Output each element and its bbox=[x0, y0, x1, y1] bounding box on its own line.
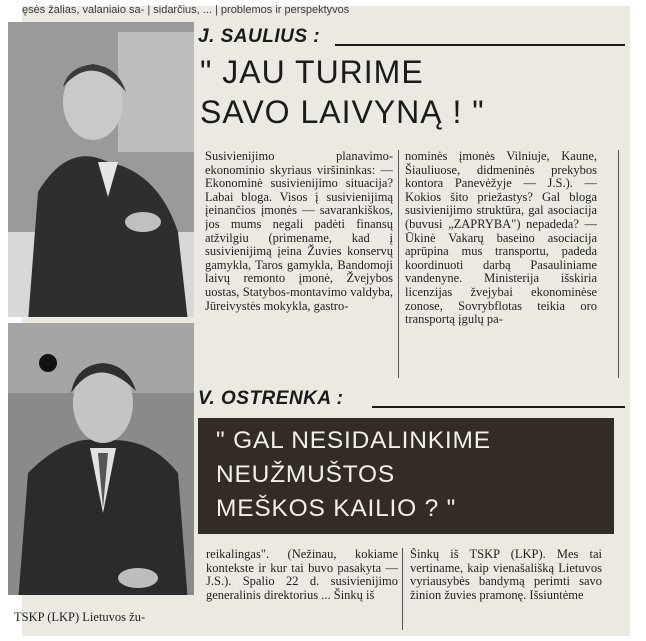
banner-line-3: MEŠKOS KAILIO ? " bbox=[216, 495, 457, 522]
byline-j-saulius: J. SAULIUS : bbox=[198, 26, 321, 47]
article-1-column-1: Susivienijimo planavimo-ekonominio skyriaus viršininkas: — Ekonominė susivienijimo situacija? Labai bloga. Visos į susivienijimą įeinančios įmonės — savarankiškos, jos mums negali padėti finansų atžvilgiu (primename, kad į susivienijimą įeina Žuvies konservų gamykla, Taros gamykla, Bandomoji laivų remonto įmonė, Žvejybos uostas, Statybos-montavimo valdyba, Jūreivystės mokykla, gastro- bbox=[205, 150, 393, 313]
article-1-column-2: nominės įmonės Vilniuje, Kaune, Šiauliuose, didmeninės prekybos kontora Panevėžyje — J.S.). — Kokios šito priežastys? Gal bloga susivienijimo struktūra, gal asociacija (buvusi „ZAPRYBA") nepadeda? — Ūkinė Vakarų baseino asociacija aprūpina mus transportu, padeda koordinuoti darbą Pasauliniame vandenyne. Ministerija išskiria licenzijas žvejybai ekonominėse zonose, Sovrybflotas teikia oro transportą įgulų pa- bbox=[405, 150, 597, 327]
photo-caption: TSKP (LKP) Lietuvos žu- bbox=[14, 610, 146, 624]
headline-line-1: " JAU TURIME bbox=[200, 54, 424, 90]
article-2-column-2: Šinkų iš TSKP (LKP). Mes tai vertiname, kaip vienašališką Lietuvos vyriausybės bandymą perimti savo žinion žuvies pramonę. Išsiuntėme bbox=[410, 548, 602, 602]
column-separator bbox=[398, 150, 399, 378]
byline-rule-2 bbox=[372, 406, 625, 408]
column-separator-right bbox=[618, 150, 619, 378]
headline-article-1 bbox=[200, 52, 600, 132]
article-2-column-1: reikalingas". (Nežinau, kokiame kontekste ir kur tai buvo pasakyta — J.S.). Spalio 22 d. susivienijimo generalinis direktorius ... Šinkų iš bbox=[206, 548, 398, 602]
photo-j-saulius bbox=[8, 22, 194, 317]
headline-banner-article-2 bbox=[198, 418, 614, 534]
banner-line-1: " GAL NESIDALINKIME bbox=[216, 427, 491, 454]
column-separator-lower bbox=[402, 548, 403, 630]
top-strip-text: ęsės žalias, valaniaio sa- | sidarčius, ... | problemos ir perspektyvos bbox=[22, 4, 350, 16]
photo-v-ostrenka bbox=[8, 323, 194, 595]
banner-line-2: NEUŽMUŠTOS bbox=[216, 461, 396, 488]
byline-v-ostrenka: V. OSTRENKA : bbox=[198, 388, 344, 409]
byline-rule-1 bbox=[335, 44, 625, 46]
headline-line-2: SAVO LAIVYNĄ ! " bbox=[200, 94, 485, 130]
